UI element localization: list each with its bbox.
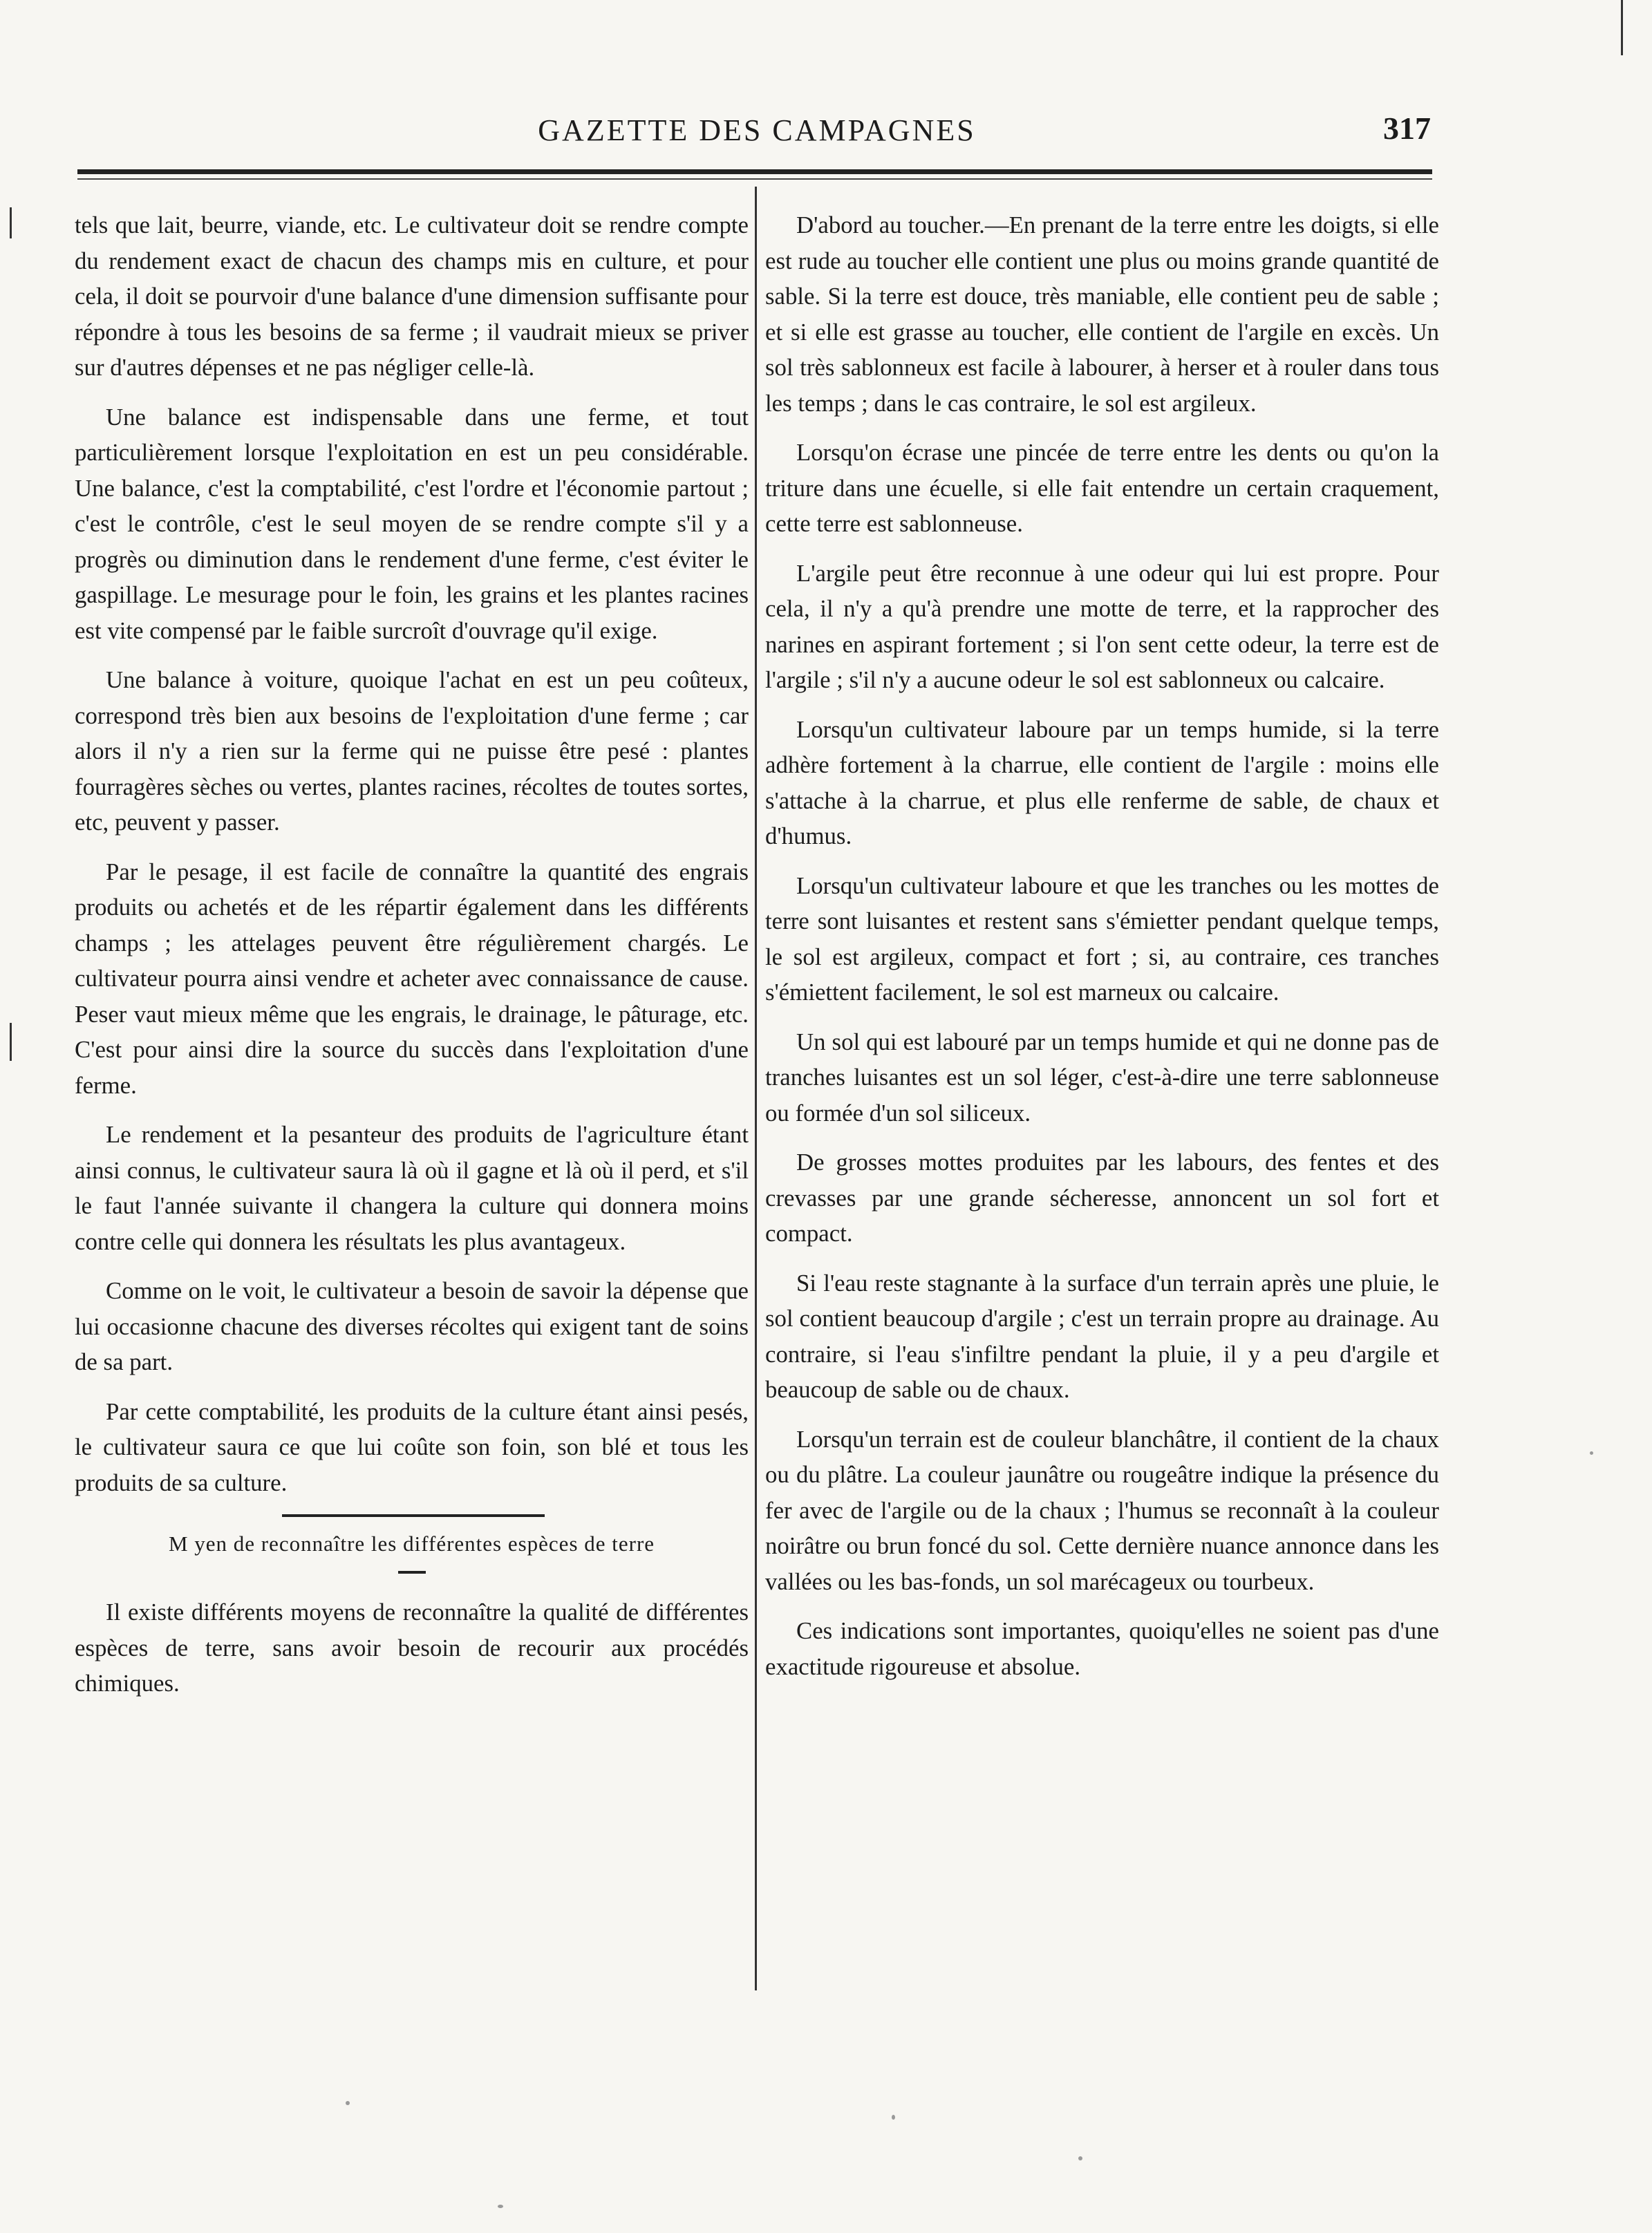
paragraph: Ces indications sont importantes, quoiqu'elles ne soient pas d'une exactitude rigoureuse et absolue. <box>765 1617 1439 1680</box>
margin-mark <box>1621 0 1623 55</box>
paragraph: Lorsqu'un cultivateur laboure et que les tranches ou les mottes de terre sont luisantes et restent sans s'émietter pendant quelque temps, le sol est argileux, compact et fort ; si, au contraire, ces tranches s'émiettent facilement, le sol est marneux ou calcaire. <box>765 871 1439 1006</box>
left-column <box>75 207 749 1715</box>
paragraph: Lorsqu'on écrase une pincée de terre entre les dents ou qu'on la triture dans une écuelle, si elle fait entendre un certain craquement, cette terre est sablonneuse. <box>765 439 1439 537</box>
paragraph: Il existe différents moyens de reconnaître la qualité de différentes espèces de terre, sans avoir besoin de recourir aux procédés chimiques. <box>75 1599 749 1697</box>
paragraph: Lorsqu'un terrain est de couleur blanchâtre, il contient de la chaux ou du plâtre. La couleur jaunâtre ou rougeâtre indique la présence du fer avec de l'argile ou de la chaux ; l'humus se reconnaît à la couleur noirâtre ou brun foncé du sol. Cette dernière nuance annonce dans les vallées ou les bas-fonds, un sol marécageux ou tourbeux. <box>765 1425 1439 1595</box>
page-header <box>83 100 1431 162</box>
header-rule-thick <box>77 169 1432 174</box>
print-speck <box>346 2101 350 2105</box>
print-speck <box>1590 1451 1593 1455</box>
paragraph: Un sol qui est labouré par un temps humide et qui ne donne pas de tranches luisantes est un sol léger, c'est-à-dire une terre sablonneuse ou formée d'un sol siliceux. <box>765 1028 1439 1127</box>
paragraph: L'argile peut être reconnue à une odeur qui lui est propre. Pour cela, il n'y a qu'à prendre une motte de terre, et la rapprocher des narines en aspirant fortement ; si l'on sent cette odeur, la terre est de l'argile ; s'il n'y a aucune odeur le sol est sablonneux ou calcaire. <box>765 559 1439 693</box>
right-column <box>765 207 1439 1698</box>
paragraph: Une balance à voiture, quoique l'achat en est un peu coûteux, correspond très bien aux besoins de l'exploitation d'une ferme ; car alors il n'y a rien sur la ferme qui ne puisse être pesé : plantes fourragères sèches ou vertes, plantes racines, récoltes de toutes sortes, etc, peuvent y passer. <box>75 666 749 836</box>
paragraph: Lorsqu'un cultivateur laboure par un temps humide, si la terre adhère fortement à la charrue, elle contient de l'argile : moins elle s'attache à la charrue, et plus elle renferme de sable, de chaux et d'humus. <box>765 715 1439 849</box>
paragraph: Si l'eau reste stagnante à la surface d'un terrain après une pluie, le sol contient beaucoup d'argile ; c'est un terrain propre au drainage. Au contraire, si l'eau s'infiltre pendant la pluie, il y a peu d'argile et beaucoup de sable ou de chaux. <box>765 1269 1439 1403</box>
paragraph: Le rendement et la pesanteur des produits de l'agriculture étant ainsi connus, le cultivateur saura là où il gagne et là où il perd, et s'il le faut l'année suivante il changera la culture qui donnera moins contre celle qui donnera les résultats les plus avantageux. <box>75 1121 749 1255</box>
paragraph: De grosses mottes produites par les labours, des fentes et des crevasses par une grande sécheresse, annoncent un sol fort et compact. <box>765 1149 1439 1247</box>
section-heading: M yen de reconnaître les différentes espèces de terre <box>168 1532 655 1556</box>
heading-dash <box>398 1571 426 1574</box>
column-divider <box>755 187 757 1990</box>
paragraph: Par cette comptabilité, les produits de la culture étant ainsi pesés, le cultivateur saura ce que lui coûte son foin, son blé et tous les produits de sa culture. <box>75 1397 749 1496</box>
print-speck <box>498 2205 503 2208</box>
running-title: GAZETTE DES CAMPAGNES <box>538 113 976 147</box>
header-rule-thin <box>77 178 1432 180</box>
margin-mark <box>10 1023 12 1061</box>
margin-mark <box>10 207 12 238</box>
paragraph: tels que lait, beurre, viande, etc. Le cultivateur doit se rendre compte du rendement exact de chacun des champs mis en culture, et pour cela, il doit se pourvoir d'une balance d'une dimension suffisante pour répondre à tous les besoins de sa ferme ; il vaudrait mieux se priver sur d'autres dépenses et ne pas négliger celle-là. <box>75 211 749 381</box>
page-number: 317 <box>1383 111 1431 146</box>
section-separator <box>282 1514 545 1517</box>
print-speck <box>1078 2156 1082 2160</box>
paragraph: Par le pesage, il est facile de connaître la quantité des engrais produits ou achetés et de les répartir également dans les différents champs ; les attelages peuvent être régulièrement chargés. Le cultivateur pourra ainsi vendre et acheter avec connaissance de cause. Peser vaut mieux même que les engrais, le drainage, le pâturage, etc. C'est pour ainsi dire la source du succès dans l'exploitation d'une ferme. <box>75 858 749 1099</box>
paragraph: Comme on le voit, le cultivateur a besoin de savoir la dépense que lui occasionne chacune des diverses récoltes qui exigent tant de soins de sa part. <box>75 1277 749 1375</box>
paragraph: D'abord au toucher.—En prenant de la terre entre les doigts, si elle est rude au toucher elle contient une plus ou moins grande quantité de sable. Si la terre est douce, très maniable, elle contient peu de sable ; et si elle est grasse au toucher, elle contient de l'argile en excès. Un sol très sablonneux est facile à labourer, à herser et à rouler dans tous les temps ; dans le cas contraire, le sol est argileux. <box>765 211 1439 417</box>
print-speck <box>892 2115 895 2120</box>
paragraph: Une balance est indispensable dans une ferme, et tout particulièrement lorsque l'exploitation en est un peu considérable. Une balance, c'est la comptabilité, c'est l'ordre et l'économie partout ; c'est le contrôle, c'est le seul moyen de se rendre compte s'il y a progrès ou diminution dans le rendement d'une ferme, c'est éviter le gaspillage. Le mesurage pour le foin, les grains et les plantes racines est vite compensé par le faible surcroît d'ouvrage qu'il exige. <box>75 403 749 644</box>
